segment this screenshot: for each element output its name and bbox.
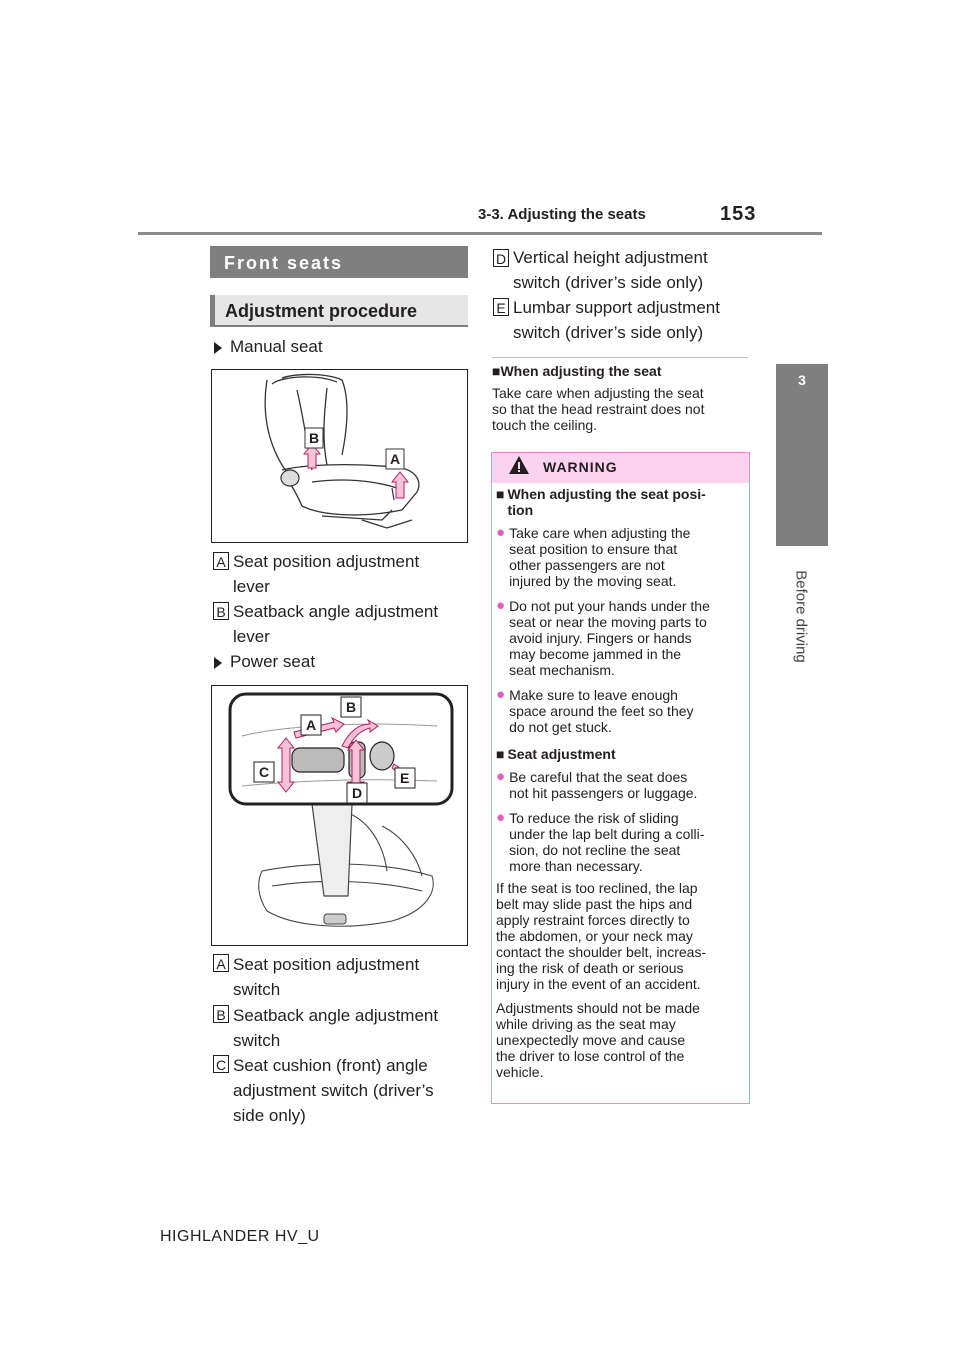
figure-label: E: [400, 770, 410, 786]
section-subtitle: Adjustment procedure: [210, 295, 468, 327]
square-bullet-icon: ■: [496, 746, 505, 762]
label-box-c: C: [213, 1055, 229, 1073]
list-item: Seat position adjustment switch: [233, 955, 420, 999]
square-bullet-icon: ■: [496, 486, 505, 502]
figure-label: D: [352, 785, 363, 801]
list-item: Seat position adjustment lever: [233, 552, 420, 596]
triangle-bullet-icon: [214, 657, 222, 669]
label-box-a: A: [213, 954, 229, 972]
chapter-tab[interactable]: [776, 364, 828, 546]
warning-content: ■ When adjusting the seat posi- tion ● Take care when adjusting the seat position to ensure that other passengers are not injured by the moving seat. ● Do not put your hands under the seat or near the moving parts to avoid injury. Fingers or hands may become jammed in the seat mechanism. ● Make sure to leave enough space around the feet so they do not get stuck. ■ Seat adjustment ● Be careful that the seat does not hit passengers or luggage. ● To reduce the risk of sliding under the lap belt during a colli- sion, do not recline the seat more than necessary. If the seat is too reclined, the lap belt may slide past the hips and apply restraint forces directly to the abdomen, or your neck may contact the shoulder belt, increas- ing the risk of death or serious injury in the event of an accident. Adjustments should not be made while driving as the seat may unexpectedly move and cause the driver to lose control of the vehicle.: [496, 486, 710, 1080]
warning-label: WARNING: [543, 459, 618, 475]
figure-label: C: [259, 764, 270, 780]
bullet-dot-icon: ●: [496, 597, 506, 614]
footer-model: HIGHLANDER HV_U: [160, 1228, 320, 1245]
label-box-b: B: [213, 602, 229, 620]
manual-seat-figure: [211, 369, 468, 543]
figure-label: B: [309, 430, 320, 446]
note-body: Take care when adjusting the seat so that the head restraint does not touch the ceiling.: [492, 385, 705, 433]
bullet-dot-icon: ●: [496, 768, 506, 785]
list-item: Vertical height adjustment switch (driver’s side only): [513, 248, 708, 292]
section-header-title: 3-3. Adjusting the seats: [478, 206, 646, 223]
figure-label: B: [346, 699, 357, 715]
label-box-a: A: [213, 552, 229, 570]
list-item: Lumbar support adjustment switch (driver’s side only): [513, 298, 720, 342]
bullet-dot-icon: ●: [496, 686, 506, 703]
power-seat-illustration: [212, 686, 467, 945]
triangle-bullet-icon: [214, 342, 222, 354]
section-title: Front seats: [210, 246, 468, 278]
bullet-dot-icon: ●: [496, 809, 506, 826]
list-item: Seat cushion (front) angle adjustment switch (driver’s side only): [233, 1056, 434, 1125]
page-number: 153: [720, 203, 757, 225]
warning-header: [492, 453, 749, 483]
figure-label: A: [390, 451, 401, 467]
label-box-b: B: [213, 1005, 229, 1023]
header-rule: [138, 232, 822, 235]
note-title: ■When adjusting the seat: [492, 363, 662, 379]
bullet-dot-icon: ●: [496, 524, 506, 541]
note-rule: [492, 357, 748, 358]
chapter-label: Before driving: [792, 570, 810, 663]
square-bullet-icon: ■: [492, 363, 501, 379]
list-item: Seatback angle adjustment lever: [233, 602, 439, 646]
power-seat-heading: Power seat: [214, 650, 315, 674]
chapter-number: 3: [798, 372, 806, 388]
manual-seat-illustration: [212, 370, 467, 542]
power-seat-figure: [211, 685, 468, 946]
label-box-e: E: [493, 298, 509, 316]
manual-seat-heading: Manual seat: [214, 335, 323, 359]
list-item: Seatback angle adjustment switch: [233, 1006, 439, 1050]
figure-label: A: [306, 717, 317, 733]
warning-triangle-icon: [508, 455, 530, 475]
label-box-d: D: [493, 249, 509, 267]
